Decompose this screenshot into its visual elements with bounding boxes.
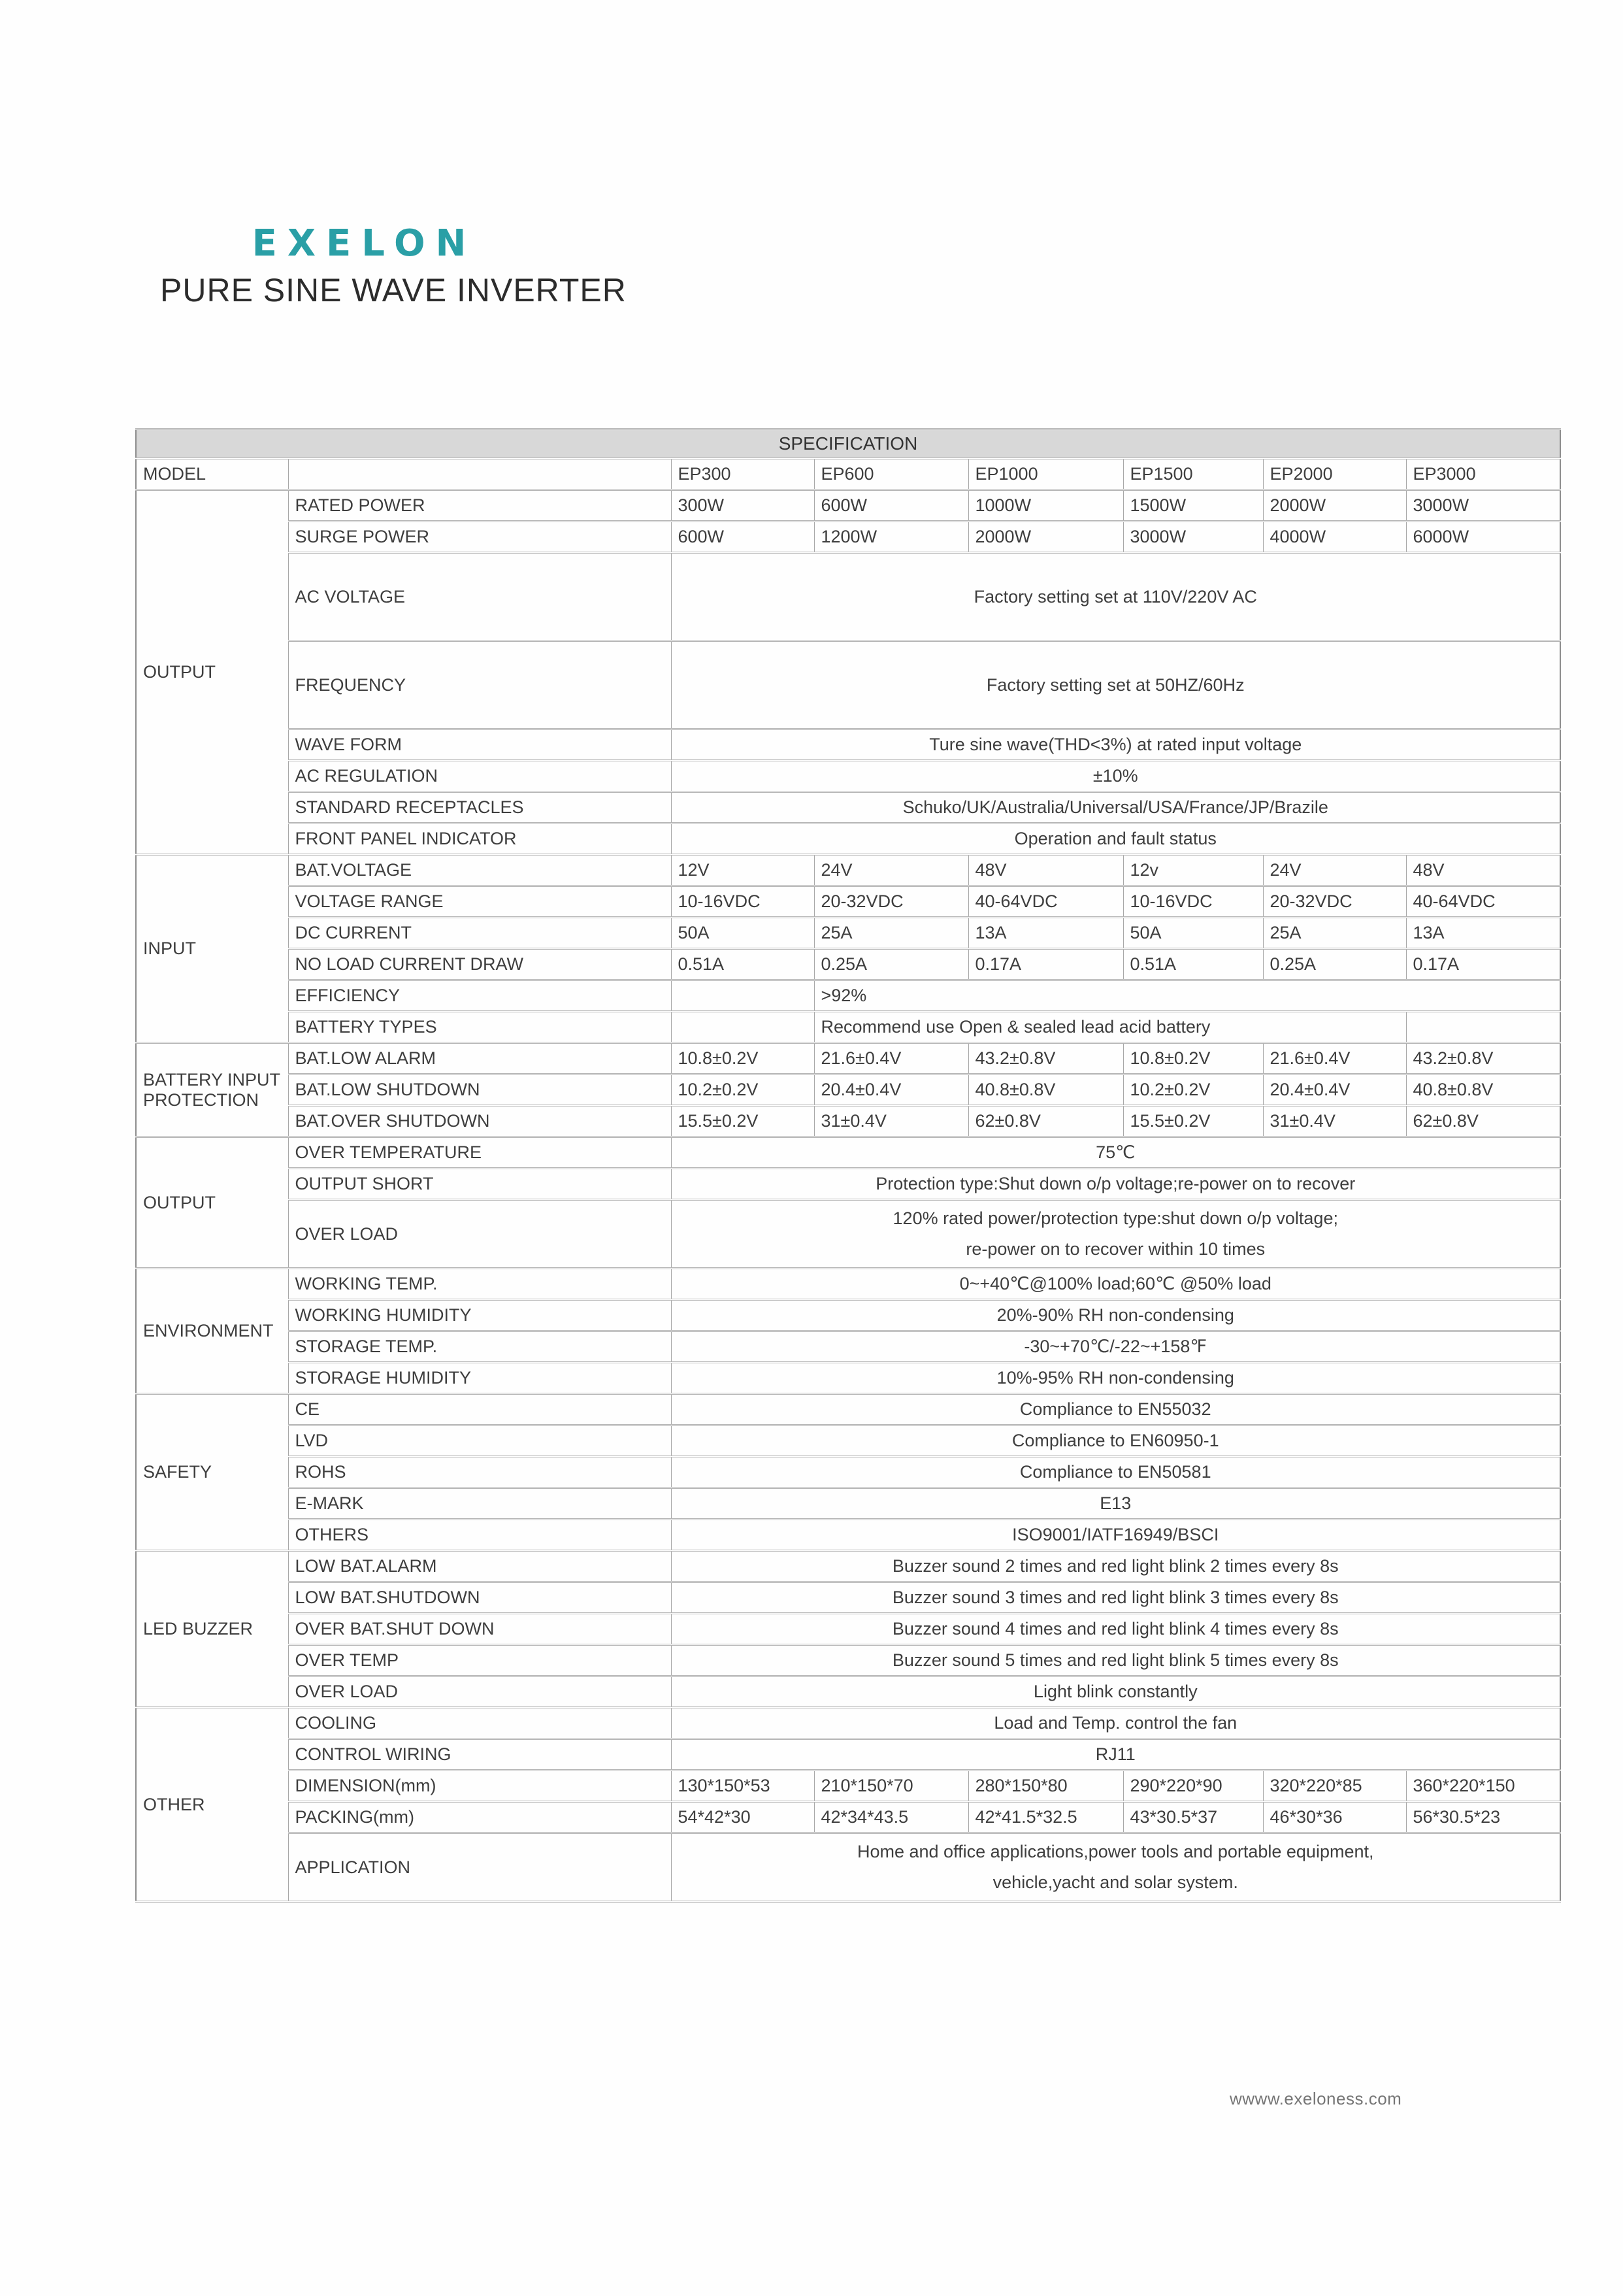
row-label: OUTPUT SHORT — [288, 1169, 671, 1200]
merged-value: 10%-95% RH non-condensing — [671, 1363, 1560, 1394]
row-label: DC CURRENT — [288, 918, 671, 949]
value-cell: 320*220*85 — [1263, 1771, 1406, 1802]
table-row — [136, 1200, 1560, 1269]
row-label: BAT.LOW SHUTDOWN — [288, 1074, 671, 1106]
value-cell: 10-16VDC — [1123, 886, 1263, 918]
table-row — [136, 1137, 1560, 1169]
table-row — [136, 490, 1560, 522]
value-cell: 6000W — [1406, 522, 1560, 553]
row-label: NO LOAD CURRENT DRAW — [288, 949, 671, 980]
merged-value: E13 — [671, 1488, 1560, 1520]
value-cell: 20-32VDC — [814, 886, 968, 918]
model-name: EP3000 — [1406, 459, 1560, 490]
value-cell: 42*34*43.5 — [814, 1802, 968, 1833]
model-name: EP1000 — [968, 459, 1123, 490]
value-cell: 46*30*36 — [1263, 1802, 1406, 1833]
value-cell: 15.5±0.2V — [671, 1106, 814, 1137]
value-cell: 10.8±0.2V — [671, 1043, 814, 1074]
value-cell: 31±0.4V — [814, 1106, 968, 1137]
table-row — [136, 1582, 1560, 1614]
row-label: AC VOLTAGE — [288, 553, 671, 641]
section-label: ENVIRONMENT — [136, 1269, 288, 1394]
table-row — [136, 522, 1560, 553]
merged-value: >92% — [814, 980, 1560, 1012]
value-cell: 10.2±0.2V — [1123, 1074, 1263, 1106]
row-label: SURGE POWER — [288, 522, 671, 553]
value-cell: 130*150*53 — [671, 1771, 814, 1802]
value-cell: 1500W — [1123, 490, 1263, 522]
exelon-logo: EXELON — [252, 222, 477, 265]
table-row — [136, 553, 1560, 641]
table-row — [136, 1771, 1560, 1802]
table-row — [136, 1269, 1560, 1300]
value-cell: 62±0.8V — [1406, 1106, 1560, 1137]
model-name: EP300 — [671, 459, 814, 490]
row-label: STORAGE TEMP. — [288, 1331, 671, 1363]
merged-value: Protection type:Shut down o/p voltage;re-power on to recover — [671, 1169, 1560, 1200]
brand-block — [160, 222, 627, 309]
value-cell: 43.2±0.8V — [1406, 1043, 1560, 1074]
merged-value: Compliance to EN55032 — [671, 1394, 1560, 1425]
value-cell: 4000W — [1263, 522, 1406, 553]
row-label: STANDARD RECEPTACLES — [288, 792, 671, 824]
merged-value: Buzzer sound 3 times and red light blink 3 times every 8s — [671, 1582, 1560, 1614]
merged-value: Recommend use Open & sealed lead acid battery — [814, 1012, 1406, 1043]
website-text: wwww.exeloness.com — [1230, 2089, 1402, 2108]
value-cell: 10-16VDC — [671, 886, 814, 918]
value-cell: 210*150*70 — [814, 1771, 968, 1802]
row-label: OVER LOAD — [288, 1676, 671, 1708]
value-cell: 31±0.4V — [1263, 1106, 1406, 1137]
value-cell: 3000W — [1123, 522, 1263, 553]
value-cell: 2000W — [1263, 490, 1406, 522]
row-label: OVER LOAD — [288, 1200, 671, 1269]
value-cell: 2000W — [968, 522, 1123, 553]
row-label: OVER TEMP — [288, 1645, 671, 1676]
table-row — [136, 1708, 1560, 1739]
value-cell: 40.8±0.8V — [968, 1074, 1123, 1106]
merged-value: ISO9001/IATF16949/BSCI — [671, 1520, 1560, 1551]
merged-value: Compliance to EN50581 — [671, 1457, 1560, 1488]
value-cell: 0.17A — [1406, 949, 1560, 980]
row-label: PACKING(mm) — [288, 1802, 671, 1833]
value-cell: 0.25A — [814, 949, 968, 980]
model-label: MODEL — [136, 459, 288, 490]
value-cell: 15.5±0.2V — [1123, 1106, 1263, 1137]
table-row — [136, 1520, 1560, 1551]
value-cell: 54*42*30 — [671, 1802, 814, 1833]
row-label: E-MARK — [288, 1488, 671, 1520]
value-cell: 21.6±0.4V — [1263, 1043, 1406, 1074]
value-cell: 0.51A — [671, 949, 814, 980]
value-cell: 50A — [671, 918, 814, 949]
row-label: WAVE FORM — [288, 729, 671, 761]
row-label: RATED POWER — [288, 490, 671, 522]
merged-value: Compliance to EN60950-1 — [671, 1425, 1560, 1457]
table-row — [136, 792, 1560, 824]
table-row — [136, 1363, 1560, 1394]
section-label: SAFETY — [136, 1394, 288, 1551]
value-cell: 40.8±0.8V — [1406, 1074, 1560, 1106]
model-name: EP600 — [814, 459, 968, 490]
value-cell: 0.51A — [1123, 949, 1263, 980]
value-cell: 25A — [1263, 918, 1406, 949]
section-label: BATTERY INPUT PROTECTION — [136, 1043, 288, 1137]
value-cell: 1000W — [968, 490, 1123, 522]
row-label: VOLTAGE RANGE — [288, 886, 671, 918]
value-cell: 40-64VDC — [1406, 886, 1560, 918]
section-label: OUTPUT — [136, 490, 288, 855]
merged-value: Ture sine wave(THD<3%) at rated input voltage — [671, 729, 1560, 761]
section-label: LED BUZZER — [136, 1551, 288, 1708]
row-label: LVD — [288, 1425, 671, 1457]
value-cell: 40-64VDC — [968, 886, 1123, 918]
value-cell: 13A — [968, 918, 1123, 949]
table-row — [136, 1043, 1560, 1074]
value-cell: 20.4±0.4V — [814, 1074, 968, 1106]
empty-cell — [671, 980, 814, 1012]
table-row — [136, 1833, 1560, 1902]
value-cell: 25A — [814, 918, 968, 949]
value-cell: 62±0.8V — [968, 1106, 1123, 1137]
value-cell: 43.2±0.8V — [968, 1043, 1123, 1074]
value-cell: 43*30.5*37 — [1123, 1802, 1263, 1833]
value-cell: 0.25A — [1263, 949, 1406, 980]
table-row — [136, 1074, 1560, 1106]
merged-value: Factory setting set at 110V/220V AC — [671, 553, 1560, 641]
row-label: OTHERS — [288, 1520, 671, 1551]
table-row — [136, 1676, 1560, 1708]
value-cell: 20.4±0.4V — [1263, 1074, 1406, 1106]
value-cell: 300W — [671, 490, 814, 522]
merged-value: Load and Temp. control the fan — [671, 1708, 1560, 1739]
value-cell: 12V — [671, 855, 814, 886]
merged-value: 0~+40℃@100% load;60℃ @50% load — [671, 1269, 1560, 1300]
merged-value: RJ11 — [671, 1739, 1560, 1771]
row-label: FREQUENCY — [288, 641, 671, 729]
value-cell: 42*41.5*32.5 — [968, 1802, 1123, 1833]
table-row — [136, 1645, 1560, 1676]
value-cell: 600W — [814, 490, 968, 522]
row-label: BAT.LOW ALARM — [288, 1043, 671, 1074]
merged-value: ±10% — [671, 761, 1560, 792]
merged-value: Buzzer sound 2 times and red light blink 2 times every 8s — [671, 1551, 1560, 1582]
row-label: FRONT PANEL INDICATOR — [288, 824, 671, 855]
empty-cell — [1406, 1012, 1560, 1043]
row-label: ROHS — [288, 1457, 671, 1488]
table-row — [136, 1457, 1560, 1488]
value-cell: 24V — [814, 855, 968, 886]
value-cell: 20-32VDC — [1263, 886, 1406, 918]
table-row — [136, 980, 1560, 1012]
model-name: EP1500 — [1123, 459, 1263, 490]
value-cell: 600W — [671, 522, 814, 553]
table-row — [136, 641, 1560, 729]
merged-value: Home and office applications,power tools and portable equipment, vehicle,yacht and solar system. — [671, 1833, 1560, 1902]
value-cell: 50A — [1123, 918, 1263, 949]
merged-value: Factory setting set at 50HZ/60Hz — [671, 641, 1560, 729]
merged-value: Schuko/UK/Australia/Universal/USA/France/JP/Brazile — [671, 792, 1560, 824]
row-label: LOW BAT.SHUTDOWN — [288, 1582, 671, 1614]
spec-table-body — [136, 429, 1560, 1902]
row-label: DIMENSION(mm) — [288, 1771, 671, 1802]
table-row — [136, 1425, 1560, 1457]
table-row — [136, 729, 1560, 761]
row-label: EFFICIENCY — [288, 980, 671, 1012]
section-label: OTHER — [136, 1708, 288, 1902]
empty-cell — [288, 459, 671, 490]
value-cell: 48V — [1406, 855, 1560, 886]
value-cell: 0.17A — [968, 949, 1123, 980]
table-row — [136, 886, 1560, 918]
model-row — [136, 459, 1560, 490]
value-cell: 1200W — [814, 522, 968, 553]
table-row — [136, 1488, 1560, 1520]
value-cell: 24V — [1263, 855, 1406, 886]
merged-value: -30~+70℃/-22~+158℉ — [671, 1331, 1560, 1363]
table-row — [136, 1739, 1560, 1771]
merged-value: 120% rated power/protection type:shut down o/p voltage; re-power on to recover within 10 times — [671, 1200, 1560, 1269]
empty-cell — [671, 1012, 814, 1043]
product-tagline: PURE SINE WAVE INVERTER — [160, 272, 627, 308]
spec-table — [135, 428, 1561, 1903]
merged-value: Light blink constantly — [671, 1676, 1560, 1708]
merged-value: Operation and fault status — [671, 824, 1560, 855]
value-cell: 48V — [968, 855, 1123, 886]
row-label: APPLICATION — [288, 1833, 671, 1902]
row-label: WORKING TEMP. — [288, 1269, 671, 1300]
model-name: EP2000 — [1263, 459, 1406, 490]
value-cell: 10.8±0.2V — [1123, 1043, 1263, 1074]
row-label: CE — [288, 1394, 671, 1425]
value-cell: 13A — [1406, 918, 1560, 949]
row-label: BAT.OVER SHUTDOWN — [288, 1106, 671, 1137]
value-cell: 290*220*90 — [1123, 1771, 1263, 1802]
table-row — [136, 1394, 1560, 1425]
row-label: WORKING HUMIDITY — [288, 1300, 671, 1331]
table-row — [136, 1614, 1560, 1645]
value-cell: 360*220*150 — [1406, 1771, 1560, 1802]
row-label: COOLING — [288, 1708, 671, 1739]
row-label: OVER TEMPERATURE — [288, 1137, 671, 1169]
value-cell: 10.2±0.2V — [671, 1074, 814, 1106]
table-row — [136, 1331, 1560, 1363]
merged-value: Buzzer sound 5 times and red light blink 5 times every 8s — [671, 1645, 1560, 1676]
value-cell: 12v — [1123, 855, 1263, 886]
value-cell: 21.6±0.4V — [814, 1043, 968, 1074]
row-label: BATTERY TYPES — [288, 1012, 671, 1043]
row-label: CONTROL WIRING — [288, 1739, 671, 1771]
table-row — [136, 761, 1560, 792]
table-row — [136, 949, 1560, 980]
spec-title: SPECIFICATION — [136, 429, 1560, 459]
table-row — [136, 1169, 1560, 1200]
table-row — [136, 918, 1560, 949]
spec-title-row — [136, 429, 1560, 459]
merged-value: 20%-90% RH non-condensing — [671, 1300, 1560, 1331]
table-row — [136, 1106, 1560, 1137]
merged-value: 75℃ — [671, 1137, 1560, 1169]
table-row — [136, 824, 1560, 855]
section-label: INPUT — [136, 855, 288, 1043]
value-cell: 280*150*80 — [968, 1771, 1123, 1802]
table-row — [136, 1551, 1560, 1582]
merged-value: Buzzer sound 4 times and red light blink 4 times every 8s — [671, 1614, 1560, 1645]
value-cell: 56*30.5*23 — [1406, 1802, 1560, 1833]
value-cell: 3000W — [1406, 490, 1560, 522]
table-row — [136, 1012, 1560, 1043]
section-label: OUTPUT — [136, 1137, 288, 1269]
row-label: LOW BAT.ALARM — [288, 1551, 671, 1582]
table-row — [136, 1300, 1560, 1331]
table-row — [136, 855, 1560, 886]
row-label: BAT.VOLTAGE — [288, 855, 671, 886]
table-row — [136, 1802, 1560, 1833]
row-label: OVER BAT.SHUT DOWN — [288, 1614, 671, 1645]
row-label: STORAGE HUMIDITY — [288, 1363, 671, 1394]
row-label: AC REGULATION — [288, 761, 671, 792]
